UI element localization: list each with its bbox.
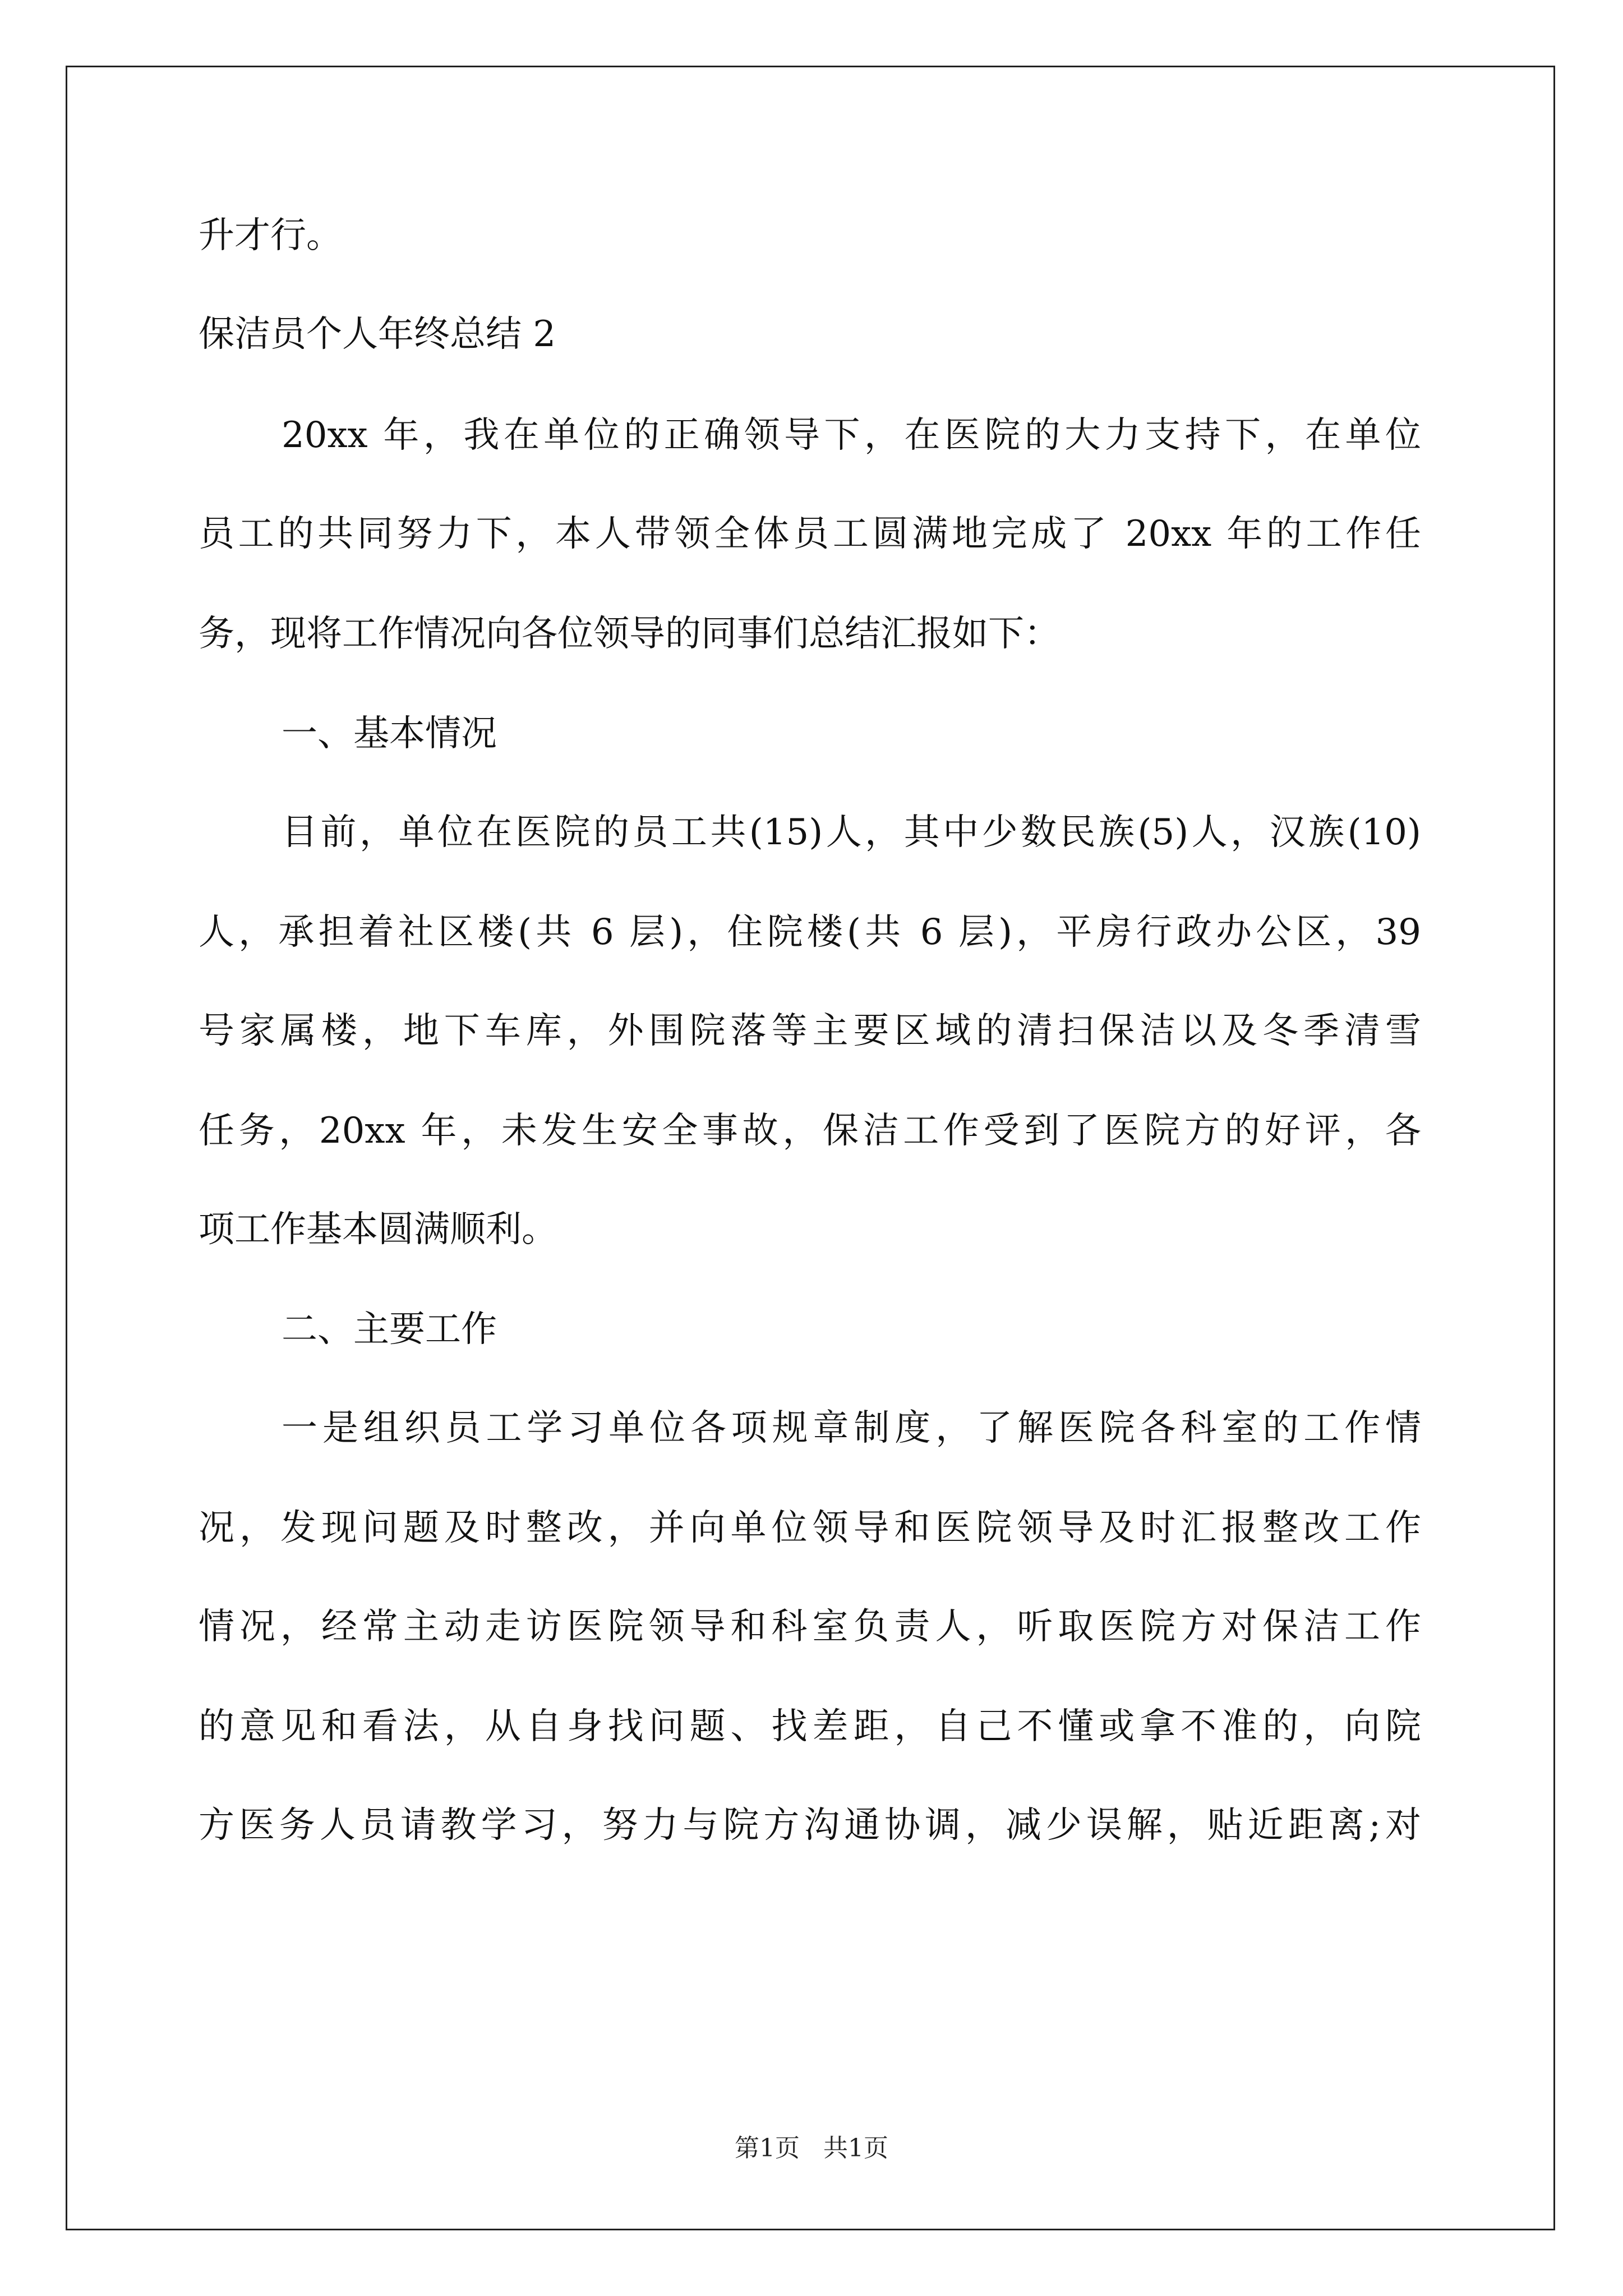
text-line: 情况，经常主动走访医院领导和科室负责人，听取医院方对保洁工作 — [199, 1606, 1421, 1648]
text-line: 号家属楼，地下车库，外围院落等主要区域的清扫保洁以及冬季清雪 — [199, 1010, 1421, 1052]
subsection-heading: 一、基本情况 — [282, 713, 497, 754]
text-line: 升才行。 — [199, 215, 342, 256]
section-title: 保洁员个人年终总结 2 — [199, 314, 556, 355]
text-line: 一是组织员工学习单位各项规章制度，了解医院各科室的工作情 — [282, 1407, 1421, 1449]
text-line: 目前，单位在医院的员工共(15)人，其中少数民族(5)人，汉族(10) — [282, 812, 1421, 853]
text-line: 20xx 年，我在单位的正确领导下，在医院的大力支持下，在单位 — [282, 415, 1421, 456]
text-line: 人，承担着社区楼(共 6 层)，住院楼(共 6 层)，平房行政办公区，39 — [199, 912, 1421, 953]
text-line: 项工作基本圆满顺利。 — [199, 1209, 557, 1250]
page-number-footer: 第1页 共1页 — [735, 2134, 888, 2162]
text-line: 员工的共同努力下，本人带领全体员工圆满地完成了 20xx 年的工作任 — [199, 513, 1421, 555]
text-line: 况，发现问题及时整改，并向单位领导和医院领导及时汇报整改工作 — [199, 1507, 1421, 1549]
text-line: 方医务人员请教学习，努力与院方沟通协调，减少误解，贴近距离;对 — [199, 1805, 1421, 1846]
subsection-heading: 二、主要工作 — [282, 1309, 497, 1350]
text-line: 的意见和看法，从自身找问题、找差距，自己不懂或拿不准的，向院 — [199, 1706, 1421, 1747]
text-line: 务，现将工作情况向各位领导的同事们总结汇报如下： — [199, 613, 1060, 655]
text-line: 任务，20xx 年，未发生安全事故，保洁工作受到了医院方的好评，各 — [199, 1110, 1421, 1152]
